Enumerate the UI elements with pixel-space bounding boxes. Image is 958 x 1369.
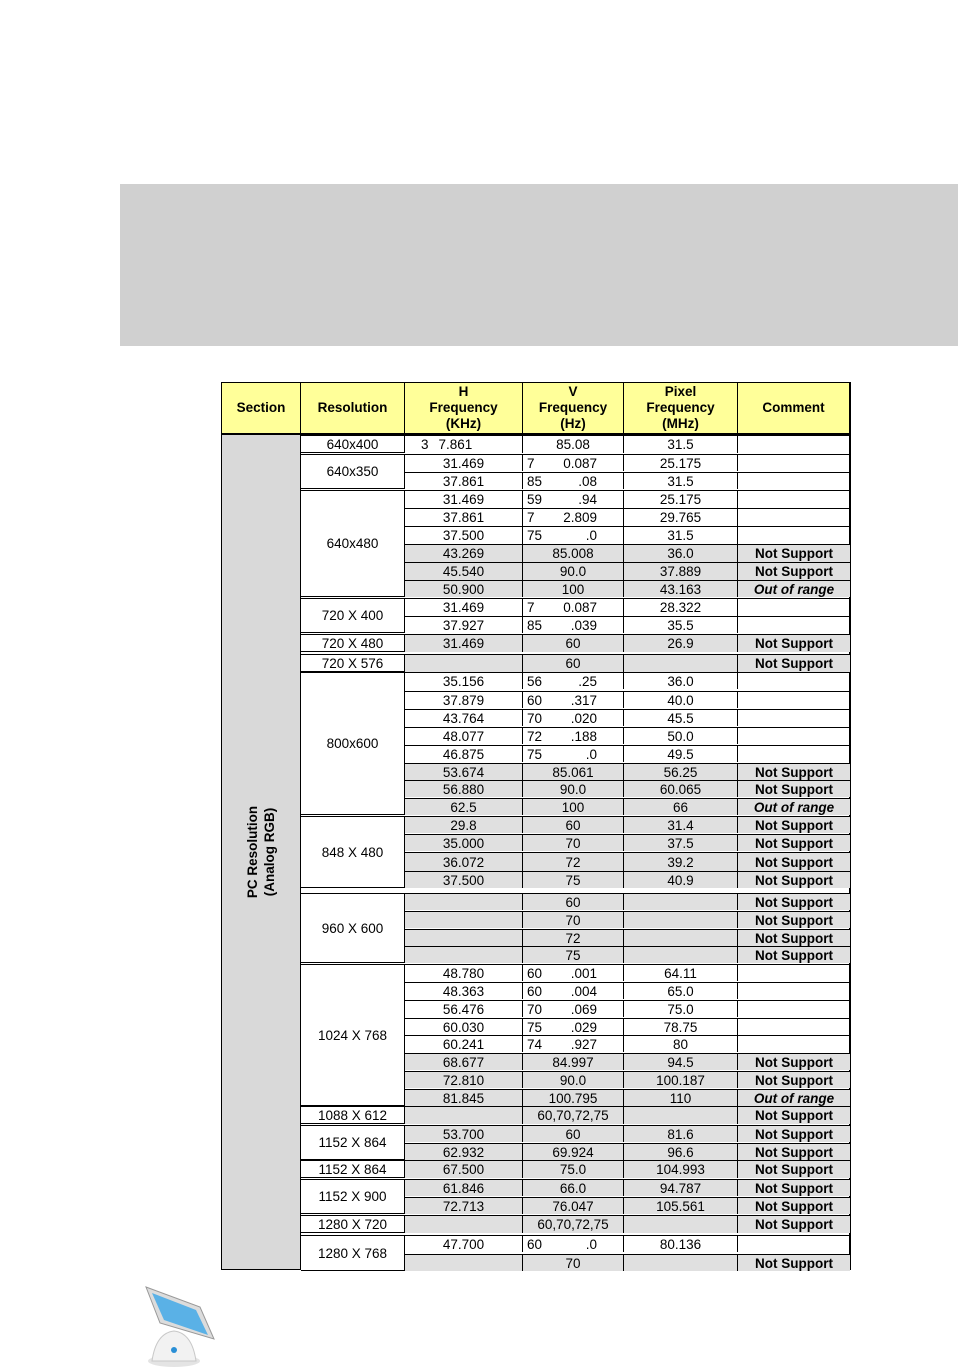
h-frequency-cell: 37.861 bbox=[405, 473, 523, 489]
header-pixel-frequency: Pixel Frequency (MHz) bbox=[624, 383, 738, 433]
v-frequency-cell: 76.047 bbox=[523, 1198, 624, 1214]
v-frequency-part: 7 bbox=[527, 455, 535, 471]
h-frequency-cell bbox=[405, 947, 523, 963]
comment-cell bbox=[738, 1001, 850, 1017]
v-frequency-cell: 60,70,72,75 bbox=[523, 1216, 624, 1233]
h-frequency-cell: 48.363 bbox=[405, 983, 523, 999]
table-row bbox=[405, 526, 850, 544]
h-frequency-cell: 29.8 bbox=[405, 817, 523, 833]
comment-cell: Not Support bbox=[738, 853, 850, 871]
pixel-frequency-cell: 25.175 bbox=[624, 491, 738, 508]
comment-cell: Not Support bbox=[738, 1180, 850, 1196]
v-frequency-part: .004 bbox=[570, 983, 597, 999]
pixel-frequency-cell bbox=[624, 912, 738, 928]
pixel-frequency-cell: 35.5 bbox=[624, 617, 738, 633]
table-row bbox=[405, 929, 850, 946]
table-row bbox=[405, 598, 850, 616]
v-frequency-cell bbox=[523, 728, 624, 744]
comment-cell bbox=[738, 1019, 850, 1035]
pixel-frequency-cell: 31.5 bbox=[624, 527, 738, 544]
table-row bbox=[405, 745, 850, 762]
v-frequency-part: 70 bbox=[527, 1001, 543, 1017]
comment-cell bbox=[738, 455, 850, 471]
h-frequency-cell: 53.674 bbox=[405, 764, 523, 780]
pixel-frequency-cell bbox=[624, 947, 738, 963]
h-frequency-cell: 56.476 bbox=[405, 1001, 523, 1017]
v-frequency-cell: 60 bbox=[523, 894, 624, 910]
v-frequency-cell: 85.061 bbox=[523, 764, 624, 780]
v-frequency-cell: 70 bbox=[523, 912, 624, 928]
h-frequency-cell: 56.880 bbox=[405, 781, 523, 797]
comment-cell bbox=[738, 710, 850, 726]
v-frequency-part: .188 bbox=[570, 728, 597, 744]
table-row bbox=[405, 1071, 850, 1088]
h-frequency-cell: 53.700 bbox=[405, 1126, 523, 1142]
section-column bbox=[222, 435, 301, 1269]
pixel-frequency-cell: 75.0 bbox=[624, 1001, 738, 1017]
h-frequency-cell: 81.845 bbox=[405, 1090, 523, 1106]
table-row bbox=[405, 871, 850, 888]
table-row bbox=[405, 946, 850, 963]
comment-cell bbox=[738, 527, 850, 544]
v-frequency-part: 60 bbox=[527, 692, 543, 708]
h-frequency-cell: 50.900 bbox=[405, 581, 523, 597]
v-frequency-cell bbox=[523, 617, 624, 633]
table-row bbox=[405, 780, 850, 797]
table-row bbox=[405, 1160, 850, 1178]
pixel-frequency-cell: 40.9 bbox=[624, 872, 738, 888]
header-section: Section bbox=[222, 383, 301, 433]
v-frequency-part: 0.087 bbox=[563, 455, 597, 471]
resolution-cell: 848 X 480 bbox=[301, 816, 405, 888]
v-frequency-cell bbox=[523, 1036, 624, 1052]
h-frequency-cell: 31.469 bbox=[405, 455, 523, 471]
h-frequency-cell: 35.156 bbox=[405, 673, 523, 689]
section-label-line2: (Analog RGB) bbox=[262, 807, 277, 897]
v-frequency-cell bbox=[523, 1019, 624, 1035]
comment-cell bbox=[738, 983, 850, 999]
pc-resolution-table bbox=[221, 382, 851, 1270]
v-frequency-part: 7 bbox=[527, 510, 535, 525]
v-frequency-part: 85 bbox=[527, 473, 543, 489]
v-frequency-cell bbox=[523, 1236, 624, 1252]
comment-cell bbox=[738, 1236, 850, 1252]
gray-header-band bbox=[120, 184, 958, 346]
resolution-cell: 720 X 576 bbox=[301, 654, 405, 672]
v-frequency-part: 85 bbox=[527, 617, 543, 633]
v-frequency-cell: 66.0 bbox=[523, 1180, 624, 1196]
pixel-frequency-cell: 66 bbox=[624, 799, 738, 815]
pixel-frequency-cell: 28.322 bbox=[624, 599, 738, 616]
h-frequency-cell: 61.846 bbox=[405, 1180, 523, 1196]
v-frequency-cell: 85.08 bbox=[523, 436, 624, 453]
comment-cell bbox=[738, 436, 850, 453]
v-frequency-cell bbox=[523, 527, 624, 544]
comment-cell: Not Support bbox=[738, 1107, 850, 1124]
v-frequency-part: 60 bbox=[527, 1236, 543, 1252]
pixel-frequency-cell: 65.0 bbox=[624, 983, 738, 999]
pixel-frequency-cell: 60.065 bbox=[624, 781, 738, 797]
v-frequency-cell bbox=[523, 473, 624, 489]
v-frequency-part: 0.087 bbox=[563, 600, 597, 615]
comment-cell: Not Support bbox=[738, 1255, 850, 1271]
pixel-frequency-cell: 43.163 bbox=[624, 581, 738, 597]
v-frequency-cell bbox=[523, 673, 624, 689]
comment-cell: Not Support bbox=[738, 563, 850, 580]
v-frequency-cell: 60 bbox=[523, 1126, 624, 1142]
header-v-frequency: V Frequency (Hz) bbox=[523, 383, 624, 433]
comment-cell: Not Support bbox=[738, 947, 850, 963]
h-frequency-cell: 36.072 bbox=[405, 853, 523, 871]
table-row bbox=[405, 982, 850, 999]
pixel-frequency-cell: 100.187 bbox=[624, 1072, 738, 1088]
table-row bbox=[405, 435, 850, 453]
h-frequency-cell: 37.861 bbox=[405, 509, 523, 526]
resolution-cell: 720 X 400 bbox=[301, 598, 405, 633]
v-frequency-cell: 60 bbox=[523, 635, 624, 652]
h-frequency-cell bbox=[405, 894, 523, 910]
table-row bbox=[405, 816, 850, 833]
h-frequency-cell: 47.700 bbox=[405, 1236, 523, 1252]
comment-cell: Not Support bbox=[738, 1144, 850, 1160]
h-frequency-cell: 37.500 bbox=[405, 527, 523, 544]
comment-cell: Not Support bbox=[738, 817, 850, 833]
v-frequency-cell: 72 bbox=[523, 853, 624, 871]
comment-cell: Not Support bbox=[738, 635, 850, 652]
v-frequency-part: 59 bbox=[527, 492, 543, 507]
v-frequency-cell: 69.924 bbox=[523, 1144, 624, 1160]
table-header bbox=[222, 383, 849, 435]
v-frequency-cell: 90.0 bbox=[523, 563, 624, 580]
v-frequency-part: 60 bbox=[527, 983, 543, 999]
pixel-frequency-cell: 110 bbox=[624, 1090, 738, 1106]
v-frequency-cell bbox=[523, 710, 624, 726]
h-frequency-cell bbox=[405, 655, 523, 672]
comment-cell: Not Support bbox=[738, 1072, 850, 1088]
v-frequency-cell bbox=[523, 746, 624, 762]
pixel-frequency-cell bbox=[624, 655, 738, 672]
v-frequency-cell: 60,70,72,75 bbox=[523, 1107, 624, 1124]
table-row bbox=[405, 852, 850, 871]
resolution-cell: 1088 X 612 bbox=[301, 1106, 405, 1124]
h-frequency-cell: 72.713 bbox=[405, 1198, 523, 1214]
v-frequency-part: .001 bbox=[570, 965, 597, 981]
comment-cell: Not Support bbox=[738, 872, 850, 888]
table-row bbox=[405, 709, 850, 726]
table-row bbox=[405, 544, 850, 562]
comment-cell bbox=[738, 491, 850, 508]
table-row bbox=[405, 1053, 850, 1070]
comment-cell: Not Support bbox=[738, 1126, 850, 1142]
resolution-cell: 1024 X 768 bbox=[301, 964, 405, 1106]
v-frequency-cell bbox=[523, 1001, 624, 1017]
comment-cell bbox=[738, 746, 850, 762]
pixel-frequency-cell: 37.5 bbox=[624, 835, 738, 851]
v-frequency-part: 7 bbox=[527, 600, 535, 615]
v-frequency-cell bbox=[523, 455, 624, 471]
h-frequency-cell bbox=[405, 436, 523, 453]
v-frequency-cell bbox=[523, 983, 624, 999]
table-row bbox=[405, 654, 850, 672]
v-frequency-part: 74 bbox=[527, 1036, 543, 1052]
h-frequency-cell bbox=[405, 912, 523, 928]
v-frequency-cell: 100 bbox=[523, 799, 624, 815]
v-frequency-part: 60 bbox=[527, 965, 543, 981]
h-frequency-part: 7.861 bbox=[438, 437, 473, 452]
table-row bbox=[405, 834, 850, 851]
v-frequency-part: 75 bbox=[527, 1019, 543, 1035]
comment-cell: Not Support bbox=[738, 930, 850, 946]
h-frequency-cell bbox=[405, 1255, 523, 1271]
pixel-frequency-cell: 105.561 bbox=[624, 1198, 738, 1214]
header-h-frequency: H Frequency (KHz) bbox=[405, 383, 523, 433]
comment-cell: Not Support bbox=[738, 1198, 850, 1214]
pixel-frequency-cell: 80.136 bbox=[624, 1236, 738, 1252]
v-frequency-part: .0 bbox=[585, 1236, 597, 1252]
v-frequency-cell bbox=[523, 692, 624, 708]
v-frequency-part: .25 bbox=[578, 673, 597, 689]
table-row bbox=[405, 1179, 850, 1196]
table-row bbox=[405, 490, 850, 508]
comment-cell: Out of range bbox=[738, 581, 850, 597]
pixel-frequency-cell: 36.0 bbox=[624, 673, 738, 689]
table-row bbox=[405, 1018, 850, 1035]
v-frequency-part: .317 bbox=[570, 692, 597, 708]
resolution-cell: 960 X 600 bbox=[301, 893, 405, 963]
table-row bbox=[405, 964, 850, 981]
pixel-frequency-cell: 81.6 bbox=[624, 1126, 738, 1142]
v-frequency-cell: 90.0 bbox=[523, 781, 624, 797]
v-frequency-cell: 85.008 bbox=[523, 545, 624, 562]
section-label bbox=[244, 806, 278, 898]
table-row bbox=[405, 1143, 850, 1160]
h-frequency-cell: 43.764 bbox=[405, 710, 523, 726]
v-frequency-part: .94 bbox=[578, 492, 597, 507]
v-frequency-part: 75 bbox=[527, 746, 543, 762]
v-frequency-cell bbox=[523, 509, 624, 526]
header-comment: Comment bbox=[762, 400, 825, 415]
h-frequency-cell: 46.875 bbox=[405, 746, 523, 762]
pixel-frequency-cell: 104.993 bbox=[624, 1161, 738, 1178]
comment-cell: Not Support bbox=[738, 781, 850, 797]
section-label-line1: PC Resolution bbox=[245, 805, 260, 899]
header-resolution: Resolution bbox=[301, 383, 405, 433]
h-frequency-cell: 72.810 bbox=[405, 1072, 523, 1088]
table-row bbox=[405, 727, 850, 744]
h-frequency-part: 3 bbox=[421, 437, 429, 452]
pixel-frequency-cell: 94.787 bbox=[624, 1180, 738, 1196]
comment-cell: Not Support bbox=[738, 912, 850, 928]
table-row bbox=[405, 798, 850, 815]
v-frequency-part: .08 bbox=[578, 473, 597, 489]
v-frequency-cell: 100 bbox=[523, 581, 624, 597]
pixel-frequency-cell: 94.5 bbox=[624, 1054, 738, 1070]
resolution-cell: 640x480 bbox=[301, 490, 405, 597]
comment-cell bbox=[738, 1036, 850, 1052]
comment-cell: Out of range bbox=[738, 1090, 850, 1106]
comment-cell bbox=[738, 673, 850, 689]
pixel-frequency-cell: 80 bbox=[624, 1036, 738, 1052]
table-row bbox=[405, 1106, 850, 1124]
imac-computer-icon bbox=[126, 1283, 222, 1369]
table-row bbox=[405, 562, 850, 580]
v-frequency-cell: 84.997 bbox=[523, 1054, 624, 1070]
pixel-frequency-cell: 29.765 bbox=[624, 509, 738, 526]
h-frequency-cell: 48.077 bbox=[405, 728, 523, 744]
pixel-frequency-cell: 26.9 bbox=[624, 635, 738, 652]
pixel-frequency-cell: 31.4 bbox=[624, 817, 738, 833]
pixel-frequency-cell: 49.5 bbox=[624, 746, 738, 762]
table-row bbox=[405, 763, 850, 780]
table-row bbox=[405, 1089, 850, 1106]
comment-cell bbox=[738, 617, 850, 633]
pixel-frequency-cell bbox=[624, 894, 738, 910]
resolution-cell: 640x350 bbox=[301, 454, 405, 489]
v-frequency-cell: 90.0 bbox=[523, 1072, 624, 1088]
comment-cell: Not Support bbox=[738, 545, 850, 562]
h-frequency-cell: 60.030 bbox=[405, 1019, 523, 1035]
v-frequency-part: 2.809 bbox=[563, 510, 597, 525]
table-row bbox=[405, 1215, 850, 1233]
pixel-frequency-cell: 37.889 bbox=[624, 563, 738, 580]
v-frequency-cell: 70 bbox=[523, 835, 624, 851]
resolution-cell: 640x400 bbox=[301, 435, 405, 453]
v-frequency-part: 70 bbox=[527, 710, 543, 726]
h-frequency-cell: 43.269 bbox=[405, 545, 523, 562]
table-row bbox=[405, 1125, 850, 1142]
h-frequency-cell: 60.241 bbox=[405, 1036, 523, 1052]
table-row bbox=[405, 672, 850, 689]
h-frequency-cell: 35.000 bbox=[405, 835, 523, 851]
pixel-frequency-cell: 25.175 bbox=[624, 455, 738, 471]
table-row bbox=[405, 1235, 850, 1252]
table-row bbox=[405, 691, 850, 708]
table-row bbox=[405, 1035, 850, 1052]
v-frequency-part: 72 bbox=[527, 728, 543, 744]
resolution-cell: 800x600 bbox=[301, 672, 405, 815]
v-frequency-cell: 75.0 bbox=[523, 1161, 624, 1178]
comment-cell: Not Support bbox=[738, 764, 850, 780]
h-frequency-cell: 37.879 bbox=[405, 692, 523, 708]
h-frequency-cell: 68.677 bbox=[405, 1054, 523, 1070]
v-frequency-cell bbox=[523, 965, 624, 981]
v-frequency-part: .927 bbox=[570, 1036, 597, 1052]
table-row bbox=[405, 893, 850, 910]
table-row bbox=[405, 454, 850, 471]
h-frequency-cell: 45.540 bbox=[405, 563, 523, 580]
comment-cell bbox=[738, 965, 850, 981]
h-frequency-cell bbox=[405, 1107, 523, 1124]
pixel-frequency-cell bbox=[624, 1255, 738, 1271]
pixel-frequency-cell: 96.6 bbox=[624, 1144, 738, 1160]
h-frequency-cell: 48.780 bbox=[405, 965, 523, 981]
h-frequency-cell: 31.469 bbox=[405, 599, 523, 616]
h-frequency-cell bbox=[405, 930, 523, 946]
comment-cell: Not Support bbox=[738, 1216, 850, 1233]
pixel-frequency-cell bbox=[624, 1216, 738, 1233]
pixel-frequency-cell: 45.5 bbox=[624, 710, 738, 726]
v-frequency-part: .020 bbox=[570, 710, 597, 726]
v-frequency-cell: 75 bbox=[523, 872, 624, 888]
v-frequency-cell: 72 bbox=[523, 930, 624, 946]
v-frequency-cell: 60 bbox=[523, 655, 624, 672]
comment-cell bbox=[738, 728, 850, 744]
v-frequency-cell: 70 bbox=[523, 1255, 624, 1271]
table-row bbox=[405, 911, 850, 928]
pixel-frequency-cell: 31.5 bbox=[624, 473, 738, 489]
resolution-cell: 720 X 480 bbox=[301, 634, 405, 652]
table-row bbox=[405, 580, 850, 597]
h-frequency-cell: 37.500 bbox=[405, 872, 523, 888]
comment-cell: Not Support bbox=[738, 835, 850, 851]
v-frequency-part: .029 bbox=[570, 1019, 597, 1035]
table-row bbox=[405, 616, 850, 633]
h-frequency-cell: 37.927 bbox=[405, 617, 523, 633]
table-row bbox=[405, 472, 850, 489]
v-frequency-part: 75 bbox=[527, 528, 543, 543]
pixel-frequency-cell: 64.11 bbox=[624, 965, 738, 981]
v-frequency-cell bbox=[523, 491, 624, 508]
pixel-frequency-cell: 50.0 bbox=[624, 728, 738, 744]
pixel-frequency-cell: 31.5 bbox=[624, 436, 738, 453]
pixel-frequency-cell: 39.2 bbox=[624, 853, 738, 871]
table-row bbox=[405, 634, 850, 652]
resolution-cell: 1152 X 900 bbox=[301, 1179, 405, 1214]
table-row bbox=[405, 1197, 850, 1214]
pixel-frequency-cell bbox=[624, 930, 738, 946]
pixel-frequency-cell: 56.25 bbox=[624, 764, 738, 780]
h-frequency-cell bbox=[405, 1216, 523, 1233]
h-frequency-cell: 31.469 bbox=[405, 635, 523, 652]
v-frequency-cell: 100.795 bbox=[523, 1090, 624, 1106]
v-frequency-cell: 75 bbox=[523, 947, 624, 963]
table-row bbox=[405, 1254, 850, 1271]
comment-cell bbox=[738, 473, 850, 489]
v-frequency-part: .0 bbox=[585, 746, 597, 762]
comment-cell bbox=[738, 509, 850, 526]
pixel-frequency-cell bbox=[624, 1107, 738, 1124]
table-row bbox=[405, 1000, 850, 1017]
h-frequency-cell: 31.469 bbox=[405, 491, 523, 508]
resolution-cell: 1152 X 864 bbox=[301, 1160, 405, 1178]
h-frequency-cell: 67.500 bbox=[405, 1161, 523, 1178]
v-frequency-part: 56 bbox=[527, 673, 543, 689]
comment-cell: Out of range bbox=[738, 799, 850, 815]
comment-cell: Not Support bbox=[738, 1054, 850, 1070]
pixel-frequency-cell: 40.0 bbox=[624, 692, 738, 708]
v-frequency-cell: 60 bbox=[523, 817, 624, 833]
pixel-frequency-cell: 78.75 bbox=[624, 1019, 738, 1035]
comment-cell bbox=[738, 692, 850, 708]
comment-cell: Not Support bbox=[738, 655, 850, 672]
v-frequency-part: .0 bbox=[585, 528, 597, 543]
resolution-cell: 1280 X 720 bbox=[301, 1215, 405, 1233]
v-frequency-part: .069 bbox=[570, 1001, 597, 1017]
v-frequency-cell bbox=[523, 599, 624, 616]
resolution-cell: 1280 X 768 bbox=[301, 1235, 405, 1271]
resolution-cell: 1152 X 864 bbox=[301, 1125, 405, 1160]
h-frequency-cell: 62.932 bbox=[405, 1144, 523, 1160]
h-frequency-cell: 62.5 bbox=[405, 799, 523, 815]
comment-cell: Not Support bbox=[738, 1161, 850, 1178]
comment-cell: Not Support bbox=[738, 894, 850, 910]
pixel-frequency-cell: 36.0 bbox=[624, 545, 738, 562]
comment-cell bbox=[738, 599, 850, 616]
v-frequency-part: .039 bbox=[570, 617, 597, 633]
table-row bbox=[405, 508, 850, 526]
